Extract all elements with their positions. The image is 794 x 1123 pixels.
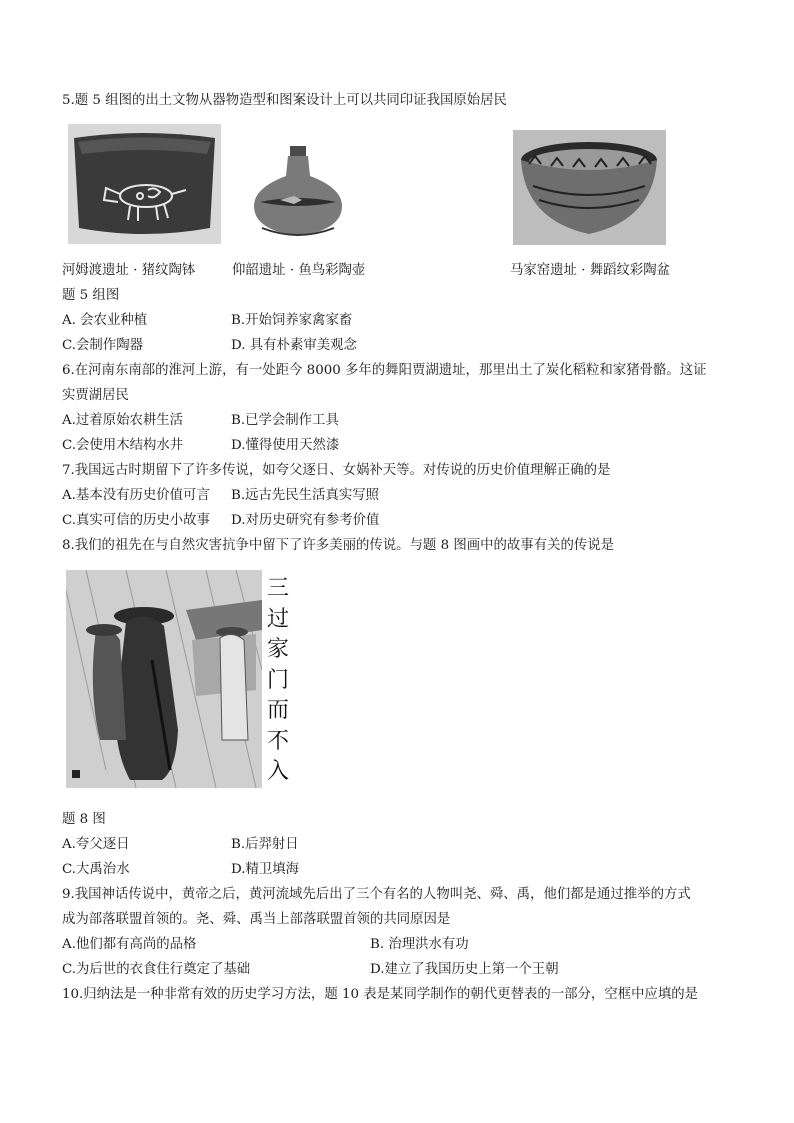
yu-flood-painting-image bbox=[66, 570, 262, 788]
q7-stem: 7.我国远古时期留下了许多传说，如夸父逐日、女娲补天等。对传说的历史价值理解正确的是 bbox=[62, 463, 611, 478]
painting-title-vertical-text bbox=[264, 574, 292, 788]
q6-option-c[interactable]: C.会使用木结构水井 bbox=[62, 438, 184, 453]
q10-stem: 10.归纳法是一种非常有效的历史学习方法，题 10 表是某同学制作的朝代更替表的一部分，空框中应填的是 bbox=[62, 987, 699, 1002]
q8-figure-label: 题 8 图 bbox=[62, 812, 106, 827]
q5-stem: 5.题 5 组图的出土文物从器物造型和图案设计上可以共同印证我国原始居民 bbox=[62, 93, 507, 108]
caption-fish-bird-pot: 仰韶遗址 · 鱼鸟彩陶壶 bbox=[232, 263, 366, 278]
painting-title-char: 三 bbox=[266, 576, 289, 601]
caption-pig-bowl: 河姆渡遗址 · 猪纹陶钵 bbox=[62, 263, 196, 278]
q8-stem: 8.我们的祖先在与自然灾害抗争中留下了许多美丽的传说。与题 8 图画中的故事有关的传说是 bbox=[62, 538, 615, 553]
q6-stem-line2: 实贾湖居民 bbox=[62, 388, 129, 403]
q5-option-d[interactable]: D. 具有朴素审美观念 bbox=[231, 338, 357, 353]
caption-dancing-basin: 马家窑遗址 · 舞蹈纹彩陶盆 bbox=[510, 263, 671, 278]
q6-option-d[interactable]: D.懂得使用天然漆 bbox=[231, 438, 340, 453]
q7-option-d[interactable]: D.对历史研究有参考价值 bbox=[231, 513, 380, 528]
painting-title-char: 过 bbox=[266, 606, 289, 632]
painting-title-char: 入 bbox=[266, 759, 289, 784]
q9-option-d[interactable]: D.建立了我国历史上第一个王朝 bbox=[370, 962, 559, 977]
q8-option-b[interactable]: B.后羿射日 bbox=[231, 837, 299, 852]
q9-option-c[interactable]: C.为后世的衣食住行奠定了基础 bbox=[62, 962, 251, 977]
q5-option-a[interactable]: A. 会农业种植 bbox=[62, 313, 148, 328]
fish-bird-pot-image bbox=[250, 140, 348, 245]
q9-option-b[interactable]: B. 治理洪水有功 bbox=[370, 937, 469, 952]
dancing-pattern-basin-image bbox=[513, 130, 666, 245]
pig-pattern-bowl-image bbox=[68, 124, 221, 244]
q7-option-c[interactable]: C.真实可信的历史小故事 bbox=[62, 513, 210, 528]
q7-option-b[interactable]: B.远古先民生活真实写照 bbox=[231, 488, 380, 503]
q8-option-c[interactable]: C.大禹治水 bbox=[62, 862, 130, 877]
q7-option-a[interactable]: A.基本没有历史价值可言 bbox=[62, 488, 210, 503]
q5-option-c[interactable]: C.会制作陶器 bbox=[62, 338, 143, 353]
q9-stem-line1: 9.我国神话传说中，黄帝之后，黄河流域先后出了三个有名的人物叫尧、舜、禹，他们都是通过推举的方式 bbox=[62, 887, 691, 902]
q9-stem-line2: 成为部落联盟首领的。尧、舜、禹当上部落联盟首领的共同原因是 bbox=[62, 912, 451, 927]
q6-option-b[interactable]: B.已学会制作工具 bbox=[231, 413, 339, 428]
q5-figure-label: 题 5 组图 bbox=[62, 288, 120, 303]
q8-option-d[interactable]: D.精卫填海 bbox=[231, 862, 300, 877]
painting-title-char: 不 bbox=[266, 728, 289, 754]
painting-title-char: 而 bbox=[266, 698, 289, 723]
painting-title-char: 门 bbox=[266, 667, 289, 693]
q6-option-a[interactable]: A.过着原始农耕生活 bbox=[62, 413, 184, 428]
q9-option-a[interactable]: A.他们都有高尚的品格 bbox=[62, 937, 197, 952]
q6-stem-line1: 6.在河南东南部的淮河上游，有一处距今 8000 多年的舞阳贾湖遗址，那里出土了炭化稻粒和家猪骨骼。这证 bbox=[62, 363, 707, 378]
q8-option-a[interactable]: A.夸父逐日 bbox=[62, 837, 130, 852]
q5-option-b[interactable]: B.开始饲养家禽家畜 bbox=[231, 313, 353, 328]
painting-title-char: 家 bbox=[266, 637, 289, 662]
